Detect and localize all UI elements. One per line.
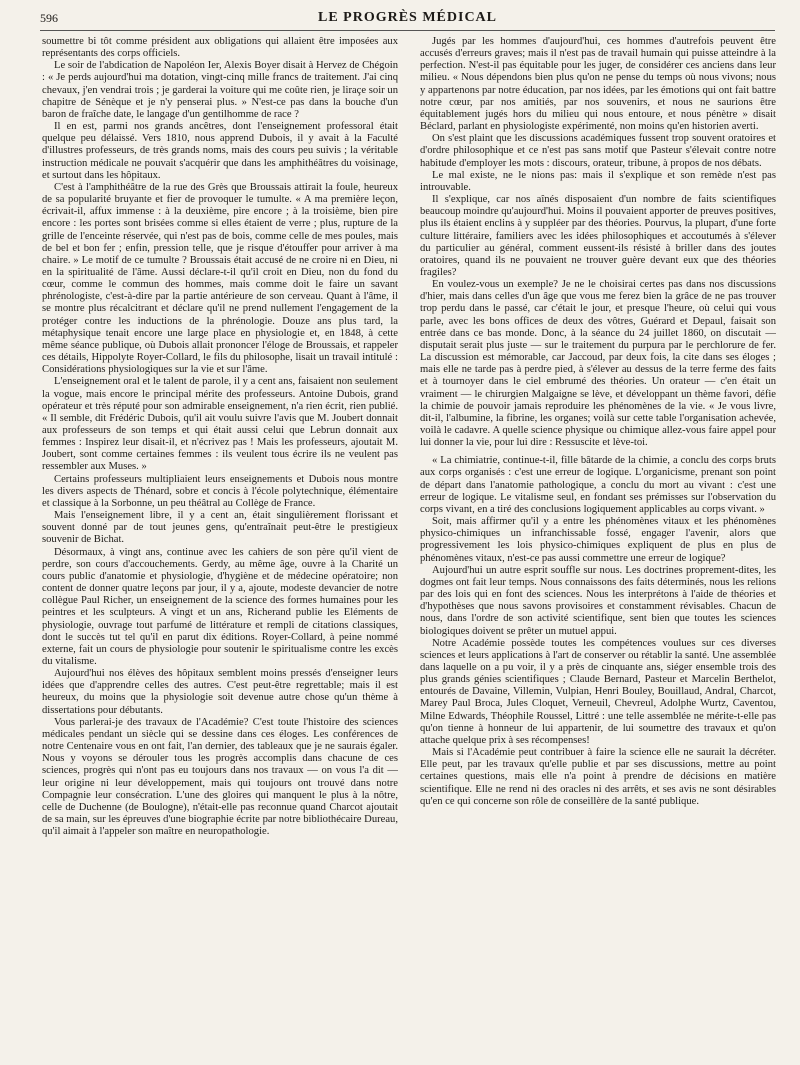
paragraph: Il en est, parmi nos grands ancêtres, dont l'enseignement professoral était quelque peu délaissé. Vers 1810, nous apprend Dubois, il y avait à la Faculté d'illustres professeurs, de très grands noms, mais des cours peu suivis ; la véritable instruction médicale ne pouvait s'acquérir que dans les amphithéâtres du voisinage, et surtout dans les hôpitaux. <box>42 121 398 181</box>
paragraph: Certains professeurs multipliaient leurs enseignements et Dubois nous montre les divers aspects de Thénard, sobre et concis à l'école polytechnique, élémentaire et classique à la Sorbonne, un peu théâtral au Collège de France. <box>42 473 398 509</box>
paragraph: En voulez-vous un exemple? Je ne le choisirai certes pas dans nos discussions d'hier, mais dans celles d'un âge que vous me ferez bien la grâce de ne pas trouver trop perdu dans le passé, car c'était le jour, et presque l'heure, où celui qui vous parle, avec les bons offices de deux des vôtres, Guérard et Depaul, faisait son entrée dans ce bas monde. Donc, à la séance du 24 juillet 1860, on discutait — disputait serait plus juste — sur le traitement du purpura par le perchlorure de fer. La discussion est mémorable, car Jaccoud, par deux fois, la cite dans ses éloges ; mais elle ne tarde pas à perdre pied, à s'élever au dessus de la terre ferme des faits et à tournoyer dans le ciel embrumé des théories. Un orateur — c'en était un vraiment — le chirurgien Malgaigne se lève, et développant un thème favori, défie la chimie de pouvoir jamais reproduire les phénomènes de la vie. « Je vous livre, dit-il, l'albumine, la fibrine, les organes; voilà sur cette table l'organisation achevée, voilà le cadavre. A quelle science physique ou chimique allez-vous faire appel pour lui donner la vie, pour lui dire : Ressuscite et lève-toi. <box>420 279 776 449</box>
paragraph: Aujourd'hui nos élèves des hôpitaux semblent moins pressés d'enseigner leurs idées que d'apprendre celles des autres. C'est peut-être regrettable; mais il est heureux, du moins que la physiologie soit devenue autre chose qu'un thème à dissertations pour débutants. <box>42 668 398 716</box>
page-header <box>40 8 775 31</box>
paragraph: Aujourd'hui un autre esprit souffle sur nous. Les doctrines proprement-dites, les dogmes ont fait leur temps. Nous connaissons des faits déterminés, nous les relions par des lois qui en font des sciences. Nous les interprétons à l'aide de théories et d'hypothèses que nous savons provisoires et constamment révisables. Chacun de nous, dans l'ordre de son activité scientifique, sent bien que toutes les sciences biologiques doivent se prêter un mutuel appui. <box>420 564 776 637</box>
running-title: LE PROGRÈS MÉDICAL <box>317 10 498 25</box>
right-column <box>420 36 776 1056</box>
paragraph: Il s'explique, car nos aînés disposaient d'un nombre de faits scientifiques beaucoup moindre qu'aujourd'hui. Moins il pouvaient apporter de preuves positives, plus ils étaient enclins à y suppléer par des théories. Pourvus, la plupart, d'une forte culture littéraire, familiers avec les idées philosophiques et accoutumés à s'élever du particulier au général, comment eussent-ils résisté à briller dans des joutes oratoires, quand ils ne pouvaient ne trouver guère devant eux que des théories fragiles? <box>420 194 776 278</box>
paragraph: Vous parlerai-je des travaux de l'Académie? C'est toute l'histoire des sciences médicales pendant un siècle qui se dessine dans ces éloges. Les conférences de notre Centenaire vous en ont fait, l'an dernier, des tableaux que je ne saurais égaler. Nous y voyons se dérouler tous les progrès accomplis dans chacune de ces sciences, progrès qui n'ont pas eu toujours dans nos travaux — on vous l'a dit — leur origine ni leur développement, mais qui toujours ont trouvé dans notre Compagnie leur consécration. L'une des gloires qui manquent le plus à la nôtre, celle de Duchenne (de Boulogne), n'était-elle pas reconnue quand Charcot ajoutait de sa main, sur les épreuves d'une biographie écrite par notre bibliothécaire Dureau, qu'il aimait à l'appeler son maître en neuropathologie. <box>42 716 398 838</box>
paragraph: C'est à l'amphithéâtre de la rue des Grès que Broussais attirait la foule, heureux de sa popularité bruyante et fier de provoquer le tumulte. « A ma première leçon, écrivait-il, affux immense : à la deuxième, pire encore ; à la troisième, bien pire encore : les portes sont brisées comme si elles étaient de verre ; plus, rupture de la grille de l'enceinte réservée, qui n'est pas de bois, comme celle de mes poules, mais de bel et bon fer ; enfin, pression telle, que je risque d'étouffer pour arriver à ma chaire. » Le motif de ce tumulte ? Broussais était accusé de ne croire ni en Dieu, ni en la spiritualité de l'âme. Aussi déclare-t-il qu'il croit en Dieu, non du fond du cœur, comme le commun des hommes, mais comme doit le faire un savant phrénologiste, c'est-à-dire par la partie antérieure de son cerveau. Quant à l'âme, il se montre plus récalcitrant et déclare qu'il ne prend nullement l'engagement de la protéger contre les inductions de la phrénologie. Douze ans plus tard, la métaphysique tenait encore une large place en physiologie et, en 1848, à cette même séance publique, où Dubois allait prononcer l'éloge de Broussais, et rappeler ces détails, Hippolyte Royer-Collard, le fils du philosophe, lisait un travail intitulé : Considérations physiologiques sur la vie et sur l'âme. <box>42 181 398 376</box>
paragraph: « La chimiatrie, continue-t-il, fille bâtarde de la chimie, a conclu des corps bruts aux corps organisés : c'est une erreur de logique. L'organicisme, prenant son point de départ dans l'anatomie pathologique, a conclu du mort au vivant : c'est une erreur de logique. Le vitalisme seul, en fondant ses prémisses sur l'observation du corps vivant, en a tiré des conclusions logiquement applicables au corps vivant. » <box>420 455 776 515</box>
paragraph: L'enseignement oral et le talent de parole, il y a cent ans, faisaient non seulement la vogue, mais encore le principal mérite des professeurs. Antoine Dubois, grand opérateur et très réputé pour son admirable enseignement, n'a rien écrit, rien publié. « Il semble, dit Frédéric Dubois, qu'il ait voulu suivre l'avis que M. Joubert donnait aux professeurs de son temps et qui était aussi celui que Lebrun donnait aux femmes : Inspirez leur disait-il, et n'écrivez pas ! Mais les professeurs, ajoutait M. Joubert, sont comme certaines femmes : ils veulent tous écrire ils ne veulent pas ressembler aux Muses. » <box>42 376 398 473</box>
paragraph: soumettre bi tôt comme président aux obligations qui allaient être imposées aux représentants des corps officiels. <box>42 36 398 60</box>
paragraph: On s'est plaint que les discussions académiques fussent trop souvent oratoires et d'ordre philosophique et ce n'est pas sans motif que Pasteur s'élevait contre notre habitude d'employer les mots : discours, orateur, tribune, à propos de nos débats. <box>420 133 776 169</box>
page-number: 596 <box>40 11 58 25</box>
paragraph: Jugés par les hommes d'aujourd'hui, ces hommes d'autrefois peuvent être accusés d'erreurs graves; mais il n'est pas de travail humain qui puisse atteindre à la perfection. N'est-il pas équitable pour les juger, de considérer ces anciens dans leur milieu. « Nous dépendons bien plus qu'on ne pense du temps où nous vivons; nous y appartenons par notre éducation, par nos idées, par les émotions qui ont fait battre notre cœur, par nos amitiés, par nos souvenirs, et nous ne saurions être équitablement jugés hors du milieu qui nous entoure, et nous pénètre » disait Béclard, parlant en physiologiste expérimenté, non moins qu'en historien averti. <box>420 36 776 133</box>
paragraph: Mais si l'Académie peut contribuer à faire la science elle ne saurait la décréter. Elle peut, par les travaux qu'elle publie et par ses discussions, mettre au point certaines questions, mais elle n'a point à prendre de décisions en matière scientifique. Elle ne rend ni des oracles ni des arrêts, et ses avis ne sont désirables qu'en ce qui concerne son rôle de conseillère de la santé publique. <box>420 747 776 807</box>
paragraph: Mais l'enseignement libre, il y a cent an, était singulièrement florissant et souvent donné par de tout jeunes gens, qu'entraînait peut-être le prestigieux souvenir de Bichat. <box>42 510 398 546</box>
left-column <box>42 36 398 1056</box>
paragraph: Notre Académie possède toutes les compétences voulues sur ces diverses sciences et leurs applications à l'art de conserver ou rétablir la santé. Une assemblée dans laquelle on a pu voir, il y a près de cinquante ans, siéger ensemble trois des plus grands génies scientifiques ; Claude Bernard, Pasteur et Marcelin Berthelot, entourés de Davaine, Villemin, Vulpian, Henri Bouley, Bouillaud, Andral, Charcot, Marey Paul Broca, Jules Cloquet, Verneuil, Chevreul, Adolphe Wurtz, Caventou, Milne Edwards, Théophile Roussel, Littré : une telle assemblée ne mérite-t-elle pas qu'on tienne à honneur de lui appartenir, de lui soumettre des travaux et qu'on attache quelque prix à ses récompenses! <box>420 637 776 746</box>
paragraph: Soit, mais affirmer qu'il y a entre les phénomènes vitaux et les phénomènes physico-chimiques un infranchissable fossé, engager l'avenir, alors que progressivement les lois physico-chimiques expliquent de plus en plus de phénomènes vitaux, n'est-ce pas aussi commettre une erreur de logique? <box>420 516 776 564</box>
paragraph: Le mal existe, ne le nions pas: mais il s'explique et son remède n'est pas introuvable. <box>420 169 776 193</box>
paragraph: Le soir de l'abdication de Napoléon Ier, Alexis Boyer disait à Hervez de Chégoin : « Je perds aujourd'hui ma dotation, vingt-cinq mille francs de traitement. J'ai cinq chevaux, j'en vendrai trois ; je garderai la voiture qui me coûte rien, je liraçe soir un chapitre de Sénèque et je n'y penserai plus. » N'est-ce pas dans la bouche d'un baron de fraîche date, le langage d'un gentilhomme de race ? <box>42 60 398 120</box>
paragraph: Désormaux, à vingt ans, continue avec les cahiers de son père qu'il vient de perdre, son cours d'accouchements. Gerdy, au même âge, ouvre à la Charité un cours public d'anatomie et physiologie, d'hygiène et de médecine opératoire; non content de donner quatre leçons par jour, il y a, ajoute, modeste devancier de notre collègue Paul Richer, un enseignement de la science des formes humaines pour les peintres et les sculpteurs. A vingt et un ans, Richerand publie les Eléments de physiologie, ouvrage tout parfumé de littérature et rempli de citations classiques, dont le succès tut tel qu'il en parut dix éditions. Royer-Collard, à peine nommé externe, fait un cours de physiologie pour soutenir le spiritualisme contre les excès du vitalisme. <box>42 546 398 667</box>
